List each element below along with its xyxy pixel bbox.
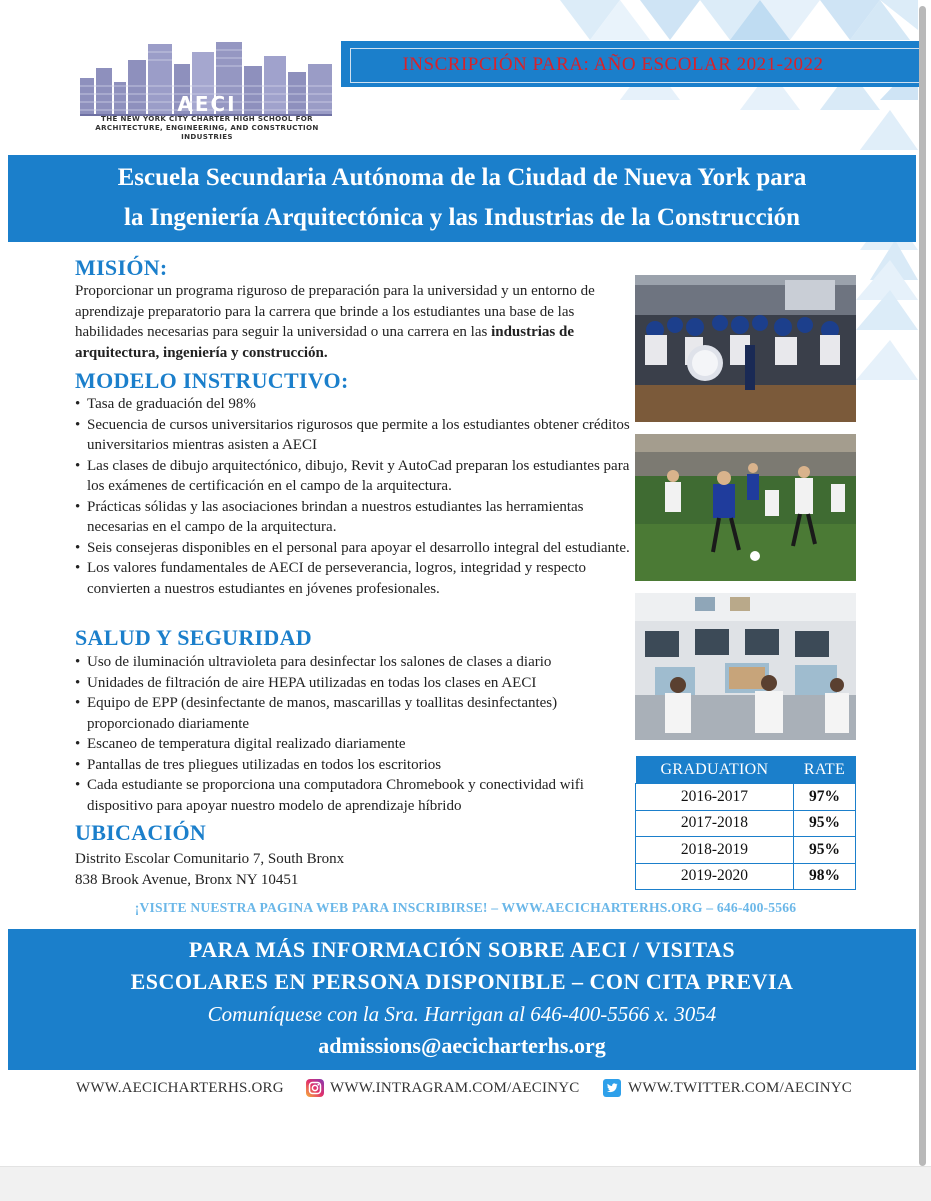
table-cell-year: 2018-2019: [636, 837, 794, 864]
table-cell-year: 2019-2020: [636, 863, 794, 890]
page-title: [8, 158, 916, 238]
mission-text-body: Proporcionar un programa riguroso de preparación para la universidad y un entorno de aprendizaje preparatorio para la carrera que brinde a los estudiantes una base de las habilidades necesarias para seguir la universidad o una carrera en las: [75, 283, 595, 340]
logo-name: AECI: [177, 92, 237, 116]
footer-website-link[interactable]: WWW.AECICHARTERHS.ORG: [76, 1080, 284, 1096]
table-cell-year: 2016-2017: [636, 784, 794, 811]
health-list: [75, 652, 635, 816]
table-header-rate: RATE: [793, 756, 855, 784]
location-text: [75, 849, 635, 890]
list-item: • Secuencia de cursos universitarios rigurosos que permite a los estudiantes obtener créditos universitarios mientras asisten a AECI: [75, 415, 635, 456]
list-item: • Prácticas sólidas y las asociaciones brindan a nuestros estudiantes las herramientas necesarias en el campo de la arquitectura.: [75, 497, 635, 538]
table-header-row: [636, 756, 856, 784]
photo-school-band: [635, 275, 856, 422]
list-item: • Cada estudiante se proporciona una computadora Chromebook y conectividad wifi dispositivo para apoyar nuestro modelo de aprendizaje híbrido: [75, 775, 635, 816]
mission-text: [75, 281, 635, 363]
location-line2: 838 Brook Avenue, Bronx NY 10451: [75, 871, 299, 888]
info-line1: PARA MÁS INFORMACIÓN SOBRE AECI / VISITAS: [188, 937, 736, 962]
page-title-line1: Escuela Secundaria Autónoma de la Ciudad de Nueva York para: [117, 164, 807, 191]
table-row: [636, 863, 856, 890]
table-cell-year: 2017-2018: [636, 810, 794, 837]
list-item: • Uso de iluminación ultravioleta para desinfectar los salones de clases a diario: [75, 652, 635, 673]
table-row: [636, 837, 856, 864]
viewer-bottom-strip: [0, 1166, 931, 1201]
list-item: • Equipo de EPP (desinfectante de manos, mascarillas y toallitas desinfectantes) proporcionado diariamente: [75, 693, 635, 734]
scrollbar-thumb[interactable]: [919, 6, 926, 1166]
info-line2: ESCOLARES EN PERSONA DISPONIBLE – CON CITA PREVIA: [130, 969, 794, 994]
table-cell-rate: 98%: [793, 863, 855, 890]
list-item: • Los valores fundamentales de AECI de perseverancia, logros, integridad y respecto convierten a nuestros estudiantes en jóvenes profesionales.: [75, 558, 635, 599]
table-row: [636, 784, 856, 811]
table-cell-rate: 95%: [793, 837, 855, 864]
admissions-email[interactable]: admissions@aecicharterhs.org: [318, 1033, 606, 1058]
graduation-rate-table: [635, 756, 856, 890]
page-title-line2: la Ingeniería Arquitectónica y las Industrias de la Construcción: [124, 204, 800, 231]
list-item: • Pantallas de tres pliegues utilizadas en todos los escritorios: [75, 755, 635, 776]
visit-website-line: ¡VISITE NUESTRA PAGINA WEB PARA INSCRIBIRSE! – WWW.AECICHARTERHS.ORG – 646-400-5566: [134, 900, 797, 915]
table-row: [636, 810, 856, 837]
health-heading: SALUD Y SEGURIDAD: [75, 625, 312, 650]
footer-twitter-link[interactable]: WWW.TWITTER.COM/AECINYC: [628, 1080, 853, 1096]
mission-heading: MISIÓN:: [75, 255, 168, 280]
logo-subtitle: THE NEW YORK CITY CHARTER HIGH SCHOOL FOR ARCHITECTURE, ENGINEERING, AND CONSTRUCTION INDUSTRIES: [95, 114, 319, 141]
mission-text-bold: industrias de arquitectura, ingeniería y construcción.: [75, 324, 575, 361]
location-heading: UBICACIÓN: [75, 820, 207, 845]
list-item: • Seis consejeras disponibles en el personal para apoyar el desarrollo integral del estudiante.: [75, 538, 635, 559]
enrollment-banner-text: INSCRIPCIÓN PARA: AÑO ESCOLAR 2021-2022: [402, 54, 824, 75]
location-line1: Distrito Escolar Comunitario 7, South Bronx: [75, 851, 345, 867]
list-item: • Escaneo de temperatura digital realizado diariamente: [75, 734, 635, 755]
footer-instagram-link[interactable]: WWW.INTRAGRAM.COM/AECINYC: [330, 1080, 580, 1096]
list-item: • Las clases de dibujo arquitectónico, dibujo, Revit y AutoCad preparan los estudiantes para los exámenes de certificación en el campo de la arquitectura.: [75, 456, 635, 497]
list-item: • Tasa de graduación del 98%: [75, 394, 635, 415]
info-contact-line: Comuníquese con la Sra. Harrigan al 646-400-5566 x. 3054: [207, 1002, 717, 1026]
model-list: [75, 394, 635, 599]
table-cell-rate: 97%: [793, 784, 855, 811]
table-header-graduation: GRADUATION: [636, 756, 794, 784]
instagram-icon: [306, 1079, 324, 1097]
photo-computer-lab: [635, 593, 856, 740]
list-item: • Unidades de filtración de aire HEPA utilizadas en todas los clases en AECI: [75, 673, 635, 694]
twitter-icon: [603, 1079, 621, 1097]
vertical-scrollbar[interactable]: [918, 0, 927, 1166]
model-heading: MODELO INSTRUCTIVO:: [75, 368, 349, 393]
photo-soccer-game: [635, 434, 856, 581]
table-cell-rate: 95%: [793, 810, 855, 837]
